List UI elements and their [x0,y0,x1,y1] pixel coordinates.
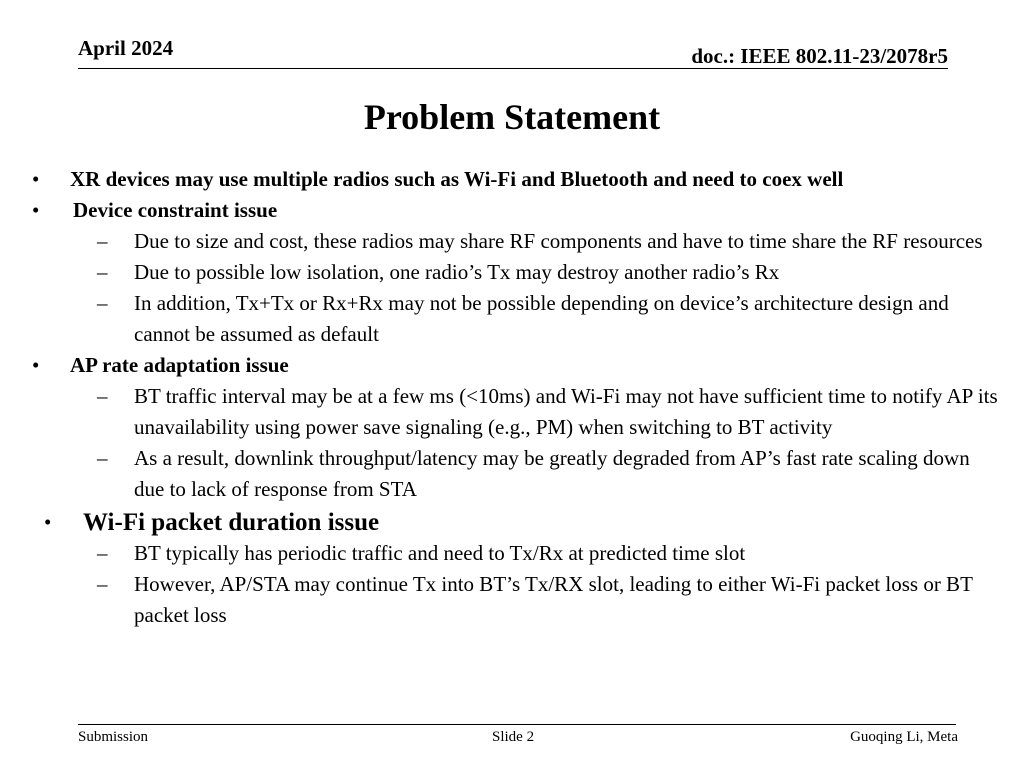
sub-bullet-text: BT typically has periodic traffic and need to Tx/Rx at predicted time slot [134,541,746,565]
sub-bullet-packet-loss [28,569,1003,631]
sub-bullet-tx-rx-concurrency [28,288,1003,350]
bullet-marker: • [44,510,52,534]
bullet-text: AP rate adaptation issue [70,353,289,377]
sub-bullet-marker: – [97,384,108,408]
bullet-list [28,164,1003,631]
bullet-marker: • [32,167,40,191]
sub-bullet-marker: – [97,572,108,596]
sub-bullet-marker: – [97,446,108,470]
sub-bullet-text: Due to size and cost, these radios may share RF components and have to time share the RF resources [134,229,983,253]
header-divider [78,68,948,69]
sub-bullet-text: In addition, Tx+Tx or Rx+Rx may not be possible depending on device’s architecture design and cannot be assumed as default [134,291,949,346]
sub-bullet-text: As a result, downlink throughput/latency may be greatly degraded from AP’s fast rate scaling down due to lack of response from STA [134,446,970,501]
bullet-packet-duration [28,507,1003,538]
sub-bullet-bt-periodic [28,538,1003,569]
sub-bullet-low-isolation [28,257,1003,288]
footer-author: Guoqing Li, Meta [850,729,958,745]
footer-divider [78,724,956,725]
bullet-xr-radios [28,164,1003,195]
sub-bullet-size-cost [28,226,1003,257]
header-date: April 2024 [78,36,174,60]
sub-bullet-marker: – [97,260,108,284]
sub-bullet-marker: – [97,229,108,253]
header-doc-id: doc.: IEEE 802.11-23/2078r5 [691,44,948,68]
bullet-ap-rate-adaptation [28,350,1003,381]
bullet-marker: • [32,198,40,222]
sub-bullet-text: BT traffic interval may be at a few ms (<10ms) and Wi-Fi may not have sufficient time to notify AP its unavailability using power save signaling (e.g., PM) when switching to BT activity [134,384,998,439]
sub-bullet-marker: – [97,291,108,315]
slide-title: Problem Statement [363,97,661,137]
sub-bullet-text: Due to possible low isolation, one radio’s Tx may destroy another radio’s Rx [134,260,780,284]
sub-bullet-bt-interval [28,381,1003,443]
bullet-marker: • [32,353,40,377]
sub-bullet-throughput-degraded [28,443,1003,505]
footer-submission: Submission [78,729,149,745]
bullet-device-constraint [28,195,1003,226]
sub-bullet-marker: – [97,541,108,565]
sub-bullet-text: However, AP/STA may continue Tx into BT’s Tx/RX slot, leading to either Wi-Fi packet loss or BT packet loss [134,572,973,627]
footer-slide-number: Slide 2 [492,729,535,745]
bullet-text: Device constraint issue [73,198,278,222]
bullet-text: XR devices may use multiple radios such as Wi-Fi and Bluetooth and need to coex well [70,167,844,191]
bullet-text: Wi-Fi packet duration issue [83,509,380,536]
